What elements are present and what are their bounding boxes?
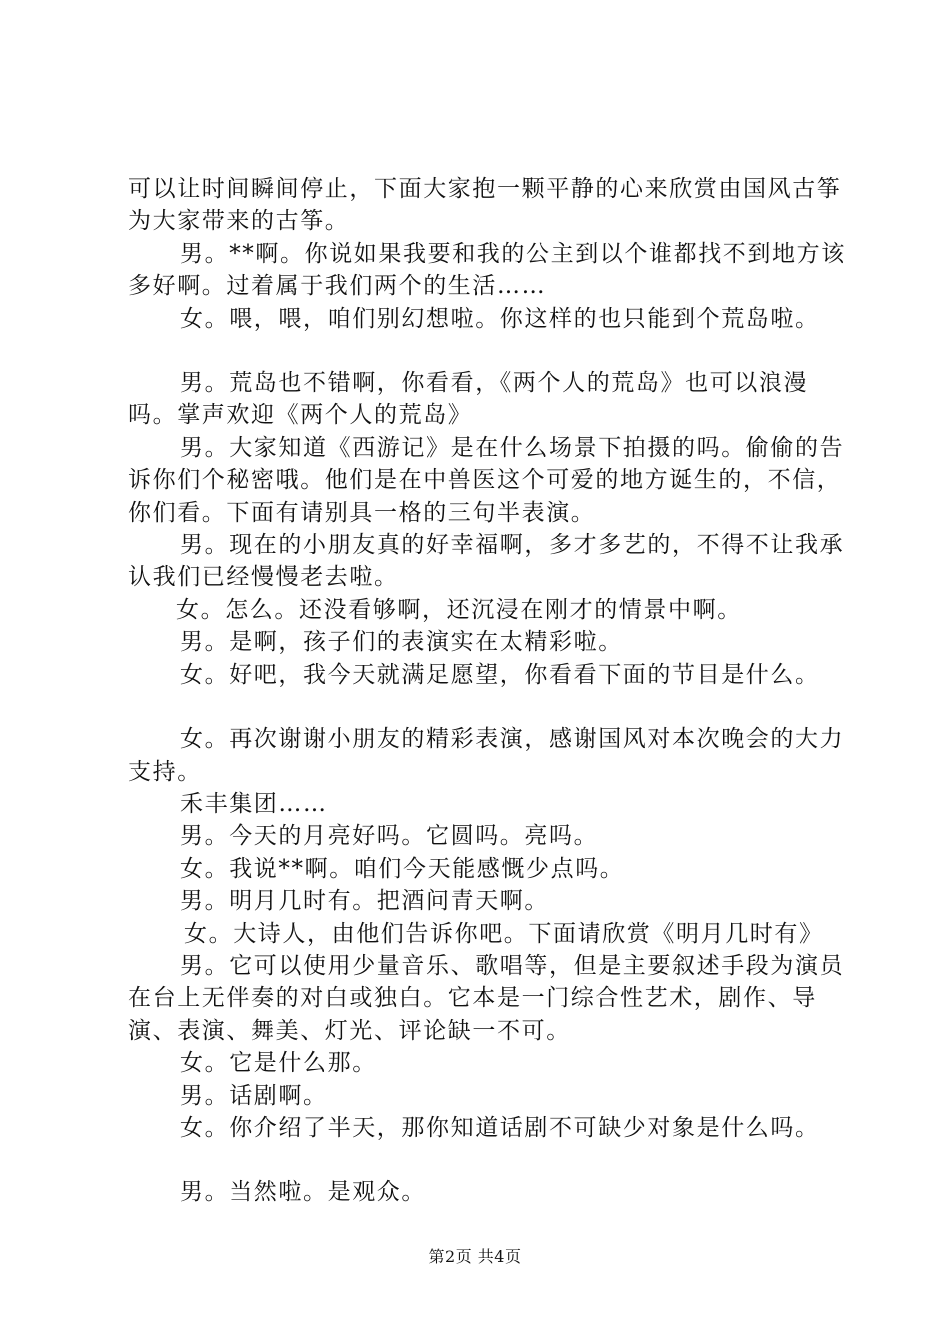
page-number-label: 第2页 共4页 (428, 1247, 522, 1266)
paragraph: 女。大诗人，由他们告诉你吧。下面请欣赏《明月几时有》 (184, 920, 824, 947)
page-footer (0, 1244, 950, 1267)
paragraph: 男。今天的月亮好吗。它圆吗。亮吗。 (180, 823, 599, 850)
paragraph: 可以让时间瞬间停止，下面大家抱一颗平静的心来欣赏由国风古筝为大家带来的古筝。 (128, 176, 842, 235)
paragraph: 男。荒岛也不错啊，你看看，《两个人的荒岛》也可以浪漫吗。掌声欢迎《两个人的荒岛》 (128, 370, 809, 429)
paragraph: 女。你介绍了半天，那你知道话剧不可缺少对象是什么吗。 (180, 1114, 820, 1141)
paragraph: 女。它是什么那。 (180, 1050, 377, 1077)
paragraph: 男。它可以使用少量音乐、歌唱等，但是主要叙述手段为演员在台上无伴奏的对白或独白。它本是一门综合性艺术，剧作、导演、表演、舞美、灯光、评论缺一不可。 (128, 952, 845, 1044)
paragraph: 男。**啊。你说如果我要和我的公主到以个谁都找不到地方该多好啊。过着属于我们两个的生活…… (128, 240, 846, 300)
paragraph: 男。大家知道《西游记》是在什么场景下拍摄的吗。偷偷的告诉你们个秘密哦。他们是在中兽医这个可爱的地方诞生的，不信，你们看。下面有请别具一格的三句半表演。 (128, 434, 845, 526)
paragraph: 女。再次谢谢小朋友的精彩表演，感谢国风对本次晚会的大力支持。 (128, 726, 845, 785)
paragraph: 禾丰集团…… (180, 790, 328, 817)
paragraph: 男。明月几时有。把酒问青天啊。 (180, 888, 549, 915)
paragraph: 男。当然啦。是观众。 (180, 1179, 426, 1206)
paragraph: 男。是啊，孩子们的表演实在太精彩啦。 (180, 629, 623, 656)
paragraph: 女。好吧，我今天就满足愿望，你看看下面的节目是什么。 (180, 661, 820, 688)
paragraph: 男。现在的小朋友真的好幸福啊，多才多艺的，不得不让我承认我们已经慢慢老去啦。 (128, 532, 845, 591)
document-body (128, 173, 848, 1209)
paragraph: 男。话剧啊。 (180, 1082, 328, 1109)
paragraph: 女。怎么。还没看够啊，还沉浸在刚才的情景中啊。 (176, 596, 742, 623)
paragraph: 女。喂，喂，咱们别幻想啦。你这样的也只能到个荒岛啦。 (180, 305, 820, 332)
paragraph: 女。我说**啊。咱们今天能感慨少点吗。 (180, 855, 625, 882)
